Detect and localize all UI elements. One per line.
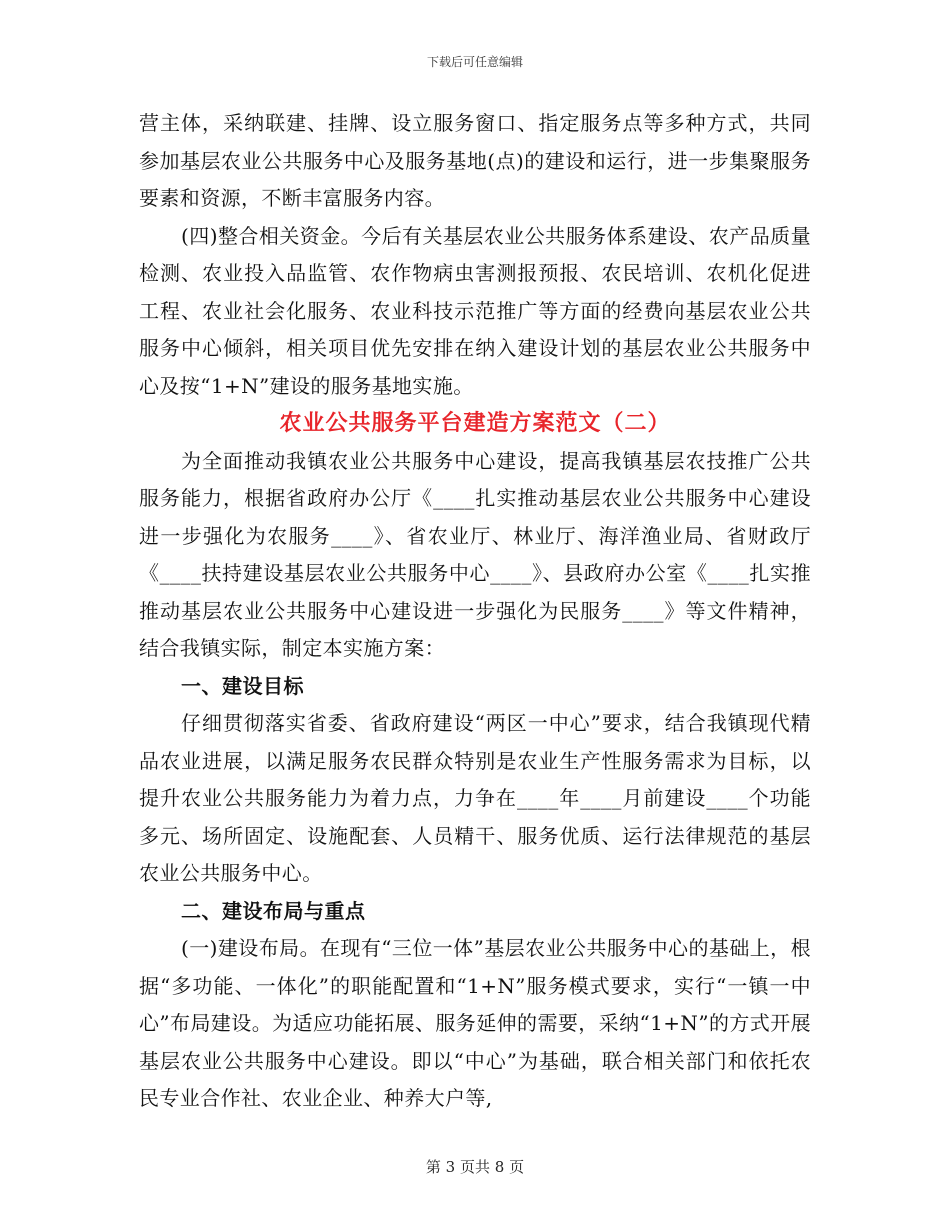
paragraph-layout: (一)建设布局。在现有“三位一体”基层农业公共服务中心的基础上，根据“多功能、一体化”的职能配置和“1+N”服务模式要求，实行“一镇一中心”布局建设。为适应功能拓展、服务延伸的需要，采纳“1+N”的方式开展基层农业公共服务中心建设。即以“中心”为基础，联合相关部门和依托农民专业合作社、农业企业、种养大户等, xyxy=(139,936,811,1110)
document-body xyxy=(139,105,811,1118)
section-heading-goals: 一、建设目标 xyxy=(181,673,304,698)
paragraph-continuation: 营主体，采纳联建、挂牌、设立服务窗口、指定服务点等多种方式，共同参加基层农业公共服务中心及服务基地(点)的建设和运行，进一步集聚服务要素和资源，不断丰富服务内容。 xyxy=(139,111,811,210)
paragraph-integrate-funds: (四)整合相关资金。今后有关基层农业公共服务体系建设、农产品质量检测、农业投入品监管、农作物病虫害测报预报、农民培训、农机化促进工程、农业社会化服务、农业科技示范推广等方面的经费向基层农业公共服务中心倾斜，相关项目优先安排在纳入建设计划的基层农业公共服务中心及按“1+N”建设的服务基地实施。 xyxy=(139,223,811,398)
page-number: 第 3 页共 8 页 xyxy=(425,1158,525,1176)
page-header: 下载后可任意编辑 xyxy=(426,55,523,69)
paragraph-goals: 仔细贯彻落实省委、省政府建设“两区一中心”要求，结合我镇现代精品农业进展，以满足服务农民群众特别是农业生产性服务需求为目标，以提升农业公共服务能力为着力点，力争在____年____月前建设____个功能多元、场所固定、设施配套、人员精干、服务优质、运行法律规范的基层农业公共服务中心。 xyxy=(139,711,811,885)
section-heading-layout: 二、建设布局与重点 xyxy=(181,898,366,923)
document-title: 农业公共服务平台建造方案范文（二） xyxy=(279,411,671,436)
paragraph-intro: 为全面推动我镇农业公共服务中心建设，提高我镇基层农技推广公共服务能力，根据省政府办公厅《____扎实推动基层农业公共服务中心建设进一步强化为农服务____》、省农业厅、林业厅、海洋渔业局、省财政厅《____扶持建设基层农业公共服务中心____》、县政府办公室《____扎实推推动基层农业公共服务中心建设进一步强化为民服务____》等文件精神，结合我镇实际，制定本实施方案： xyxy=(139,448,811,660)
